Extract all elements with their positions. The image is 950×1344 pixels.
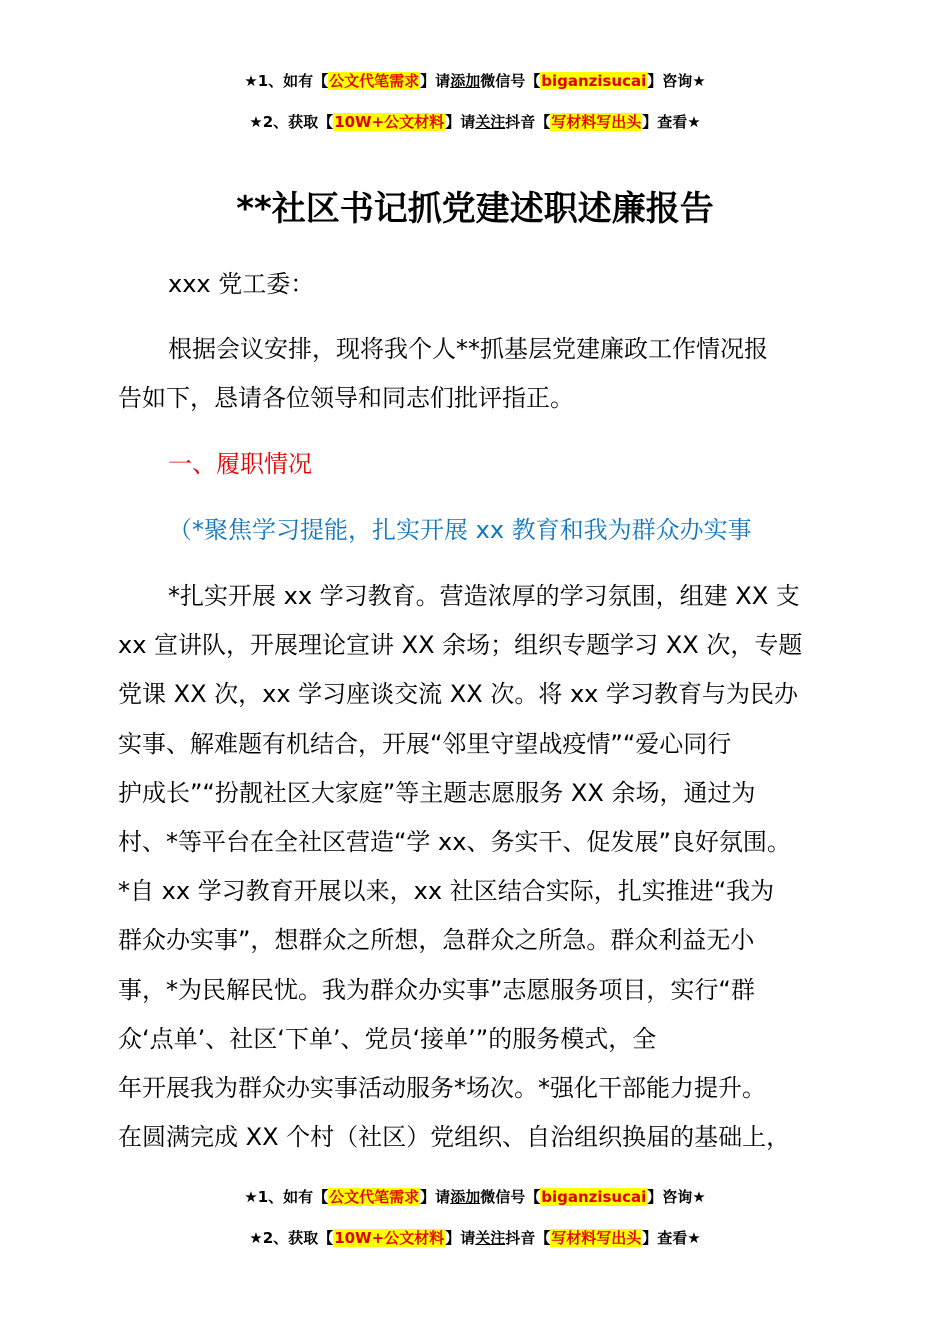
banner-highlight: 10W+公文材料 <box>334 113 445 131</box>
top-banner-consult: ★1、如有【公文代笔需求】请添加微信号【biganzisucai】咨询★ <box>244 72 706 90</box>
body-paragraph: *扎实开展 xx 学习教育。营造浓厚的学习氛围，组建 XX 支 xx 宣讲队，开展理论宣讲 XX 余场；组织专题学习 XX 次，专题 党课 XX 次，xx 学习座谈交流 XX 次。将 xx 学习教育与为民办 实事、解难题有机结合，开展“邻里守望战疫情”“爱心同行 护成长”“扮靓社区大家庭”等主题志愿服务 XX 余场，通过为 村、*等平台在全社区营造“学 xx、务实干、促发展”良好氛围。 *自 xx 学习教育开展以来，xx 社区结合实际，扎实推进“我为 群众办实事”，想群众之所想，急群众之所急。群众利益无小 事，*为民解民忧。我为群众办实事”志愿服务项目，实行“群 众‘点单’、社区‘下单’、党员‘接单’”的服务模式，全 年开展我为群众办实事活动服务*场次。*强化干部能力提升。 在圆满完成 XX 个村（社区）党组织、自治组织换届的基础上， <box>118 582 803 1152</box>
banner-highlight: 公文代笔需求 <box>329 1188 420 1206</box>
banner-highlight: biganzisucai <box>541 1188 647 1206</box>
bottom-banner-consult: ★1、如有【公文代笔需求】请添加微信号【biganzisucai】咨询★ <box>244 1188 706 1206</box>
addressee: xxx 党工委： <box>168 270 315 298</box>
section-heading: 一、履职情况 <box>168 450 312 478</box>
top-banner-follow: ★2、获取【10W+公文材料】请关注抖音【写材料写出头】查看★ <box>249 113 701 131</box>
subsection-heading: （*聚焦学习提能，扎实开展 xx 教育和我为群众办实事 <box>168 516 752 544</box>
intro-paragraph: 根据会议安排，现将我个人**抓基层党建廉政工作情况报 告如下，恳请各位领导和同志们批评指正。 <box>118 335 768 413</box>
banner-highlight: 10W+公文材料 <box>334 1229 445 1247</box>
document-title: **社区书记抓党建述职述廉报告 <box>236 189 714 229</box>
banner-highlight: 写材料写出头 <box>551 1229 642 1247</box>
banner-highlight: 公文代笔需求 <box>329 72 420 90</box>
banner-highlight: biganzisucai <box>541 72 647 90</box>
bottom-banner-follow: ★2、获取【10W+公文材料】请关注抖音【写材料写出头】查看★ <box>249 1229 701 1247</box>
banner-highlight: 写材料写出头 <box>551 113 642 131</box>
